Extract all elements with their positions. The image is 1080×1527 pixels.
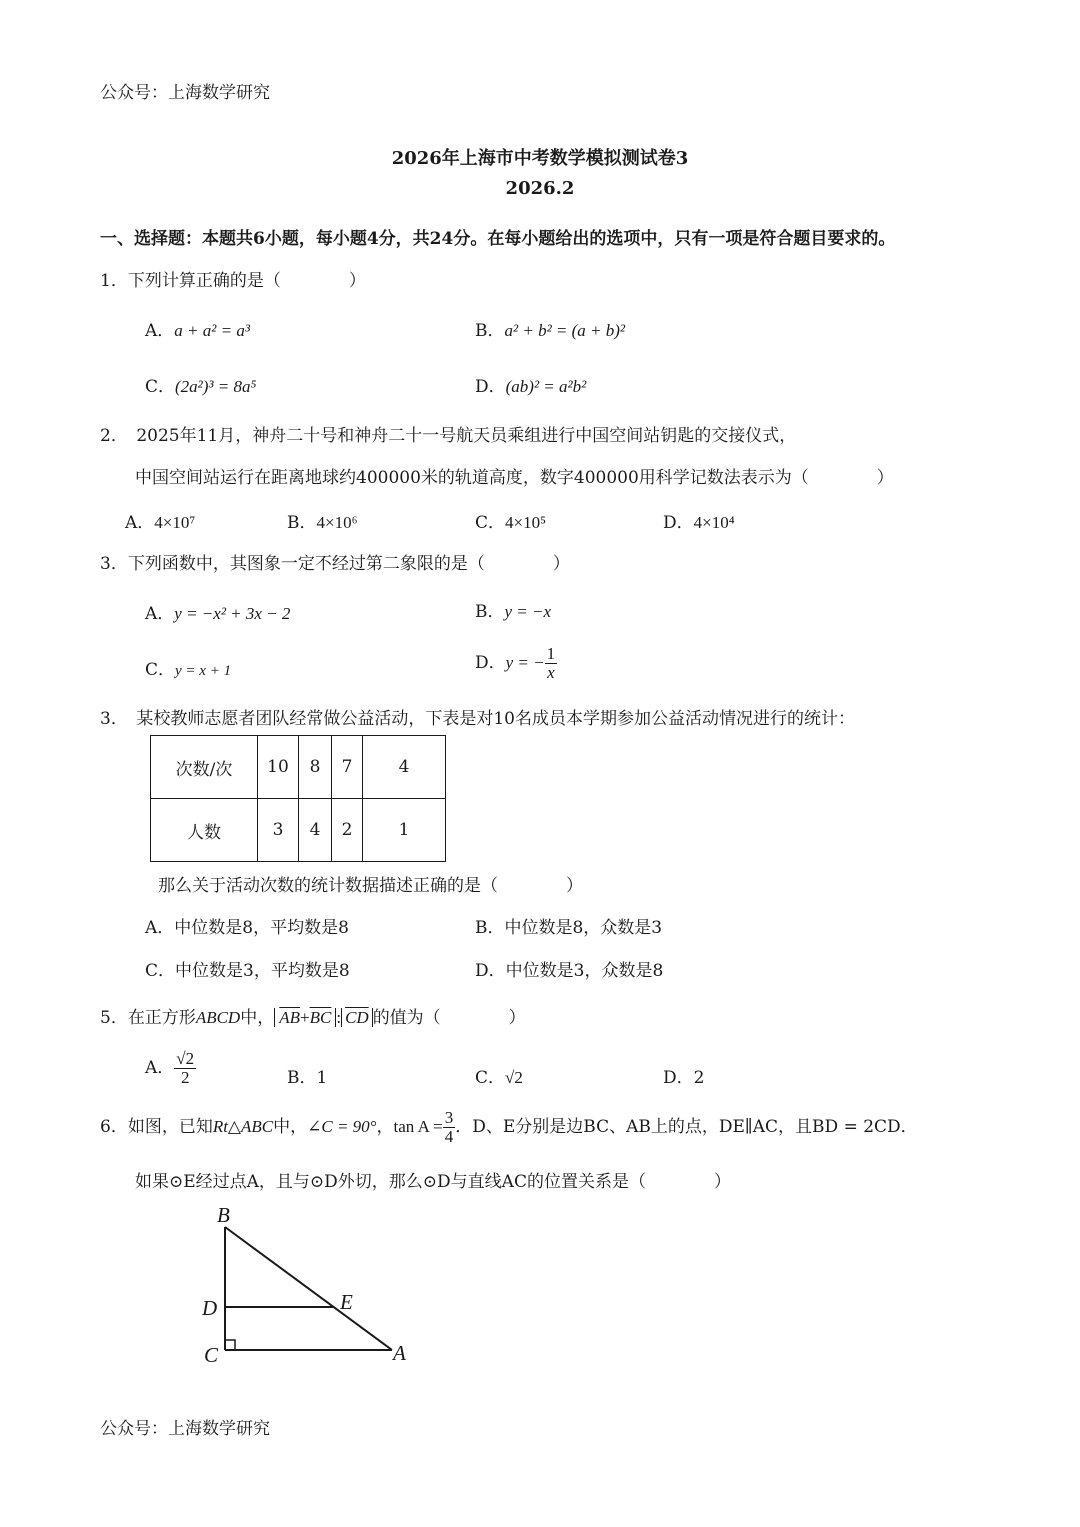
- q6-part-c: ，: [376, 1116, 394, 1137]
- q2-b-label: B．: [287, 513, 317, 533]
- q3-b-expr: y = −x: [504, 602, 552, 621]
- q1-a-expr: a + a² = a³: [174, 321, 250, 340]
- table-cell: 4: [299, 799, 332, 862]
- activity-stat-table: [150, 735, 446, 862]
- q3-option-b[interactable]: [475, 597, 551, 622]
- q3-b-label: B．: [475, 602, 505, 622]
- q5-option-c[interactable]: [475, 1063, 523, 1088]
- q5-plus: +: [300, 1008, 310, 1027]
- q1-c-label: C．: [145, 377, 176, 397]
- question-6-line1: [100, 1109, 918, 1146]
- q1-b-label: B．: [475, 321, 505, 341]
- q6-part-b: 中，: [273, 1116, 308, 1137]
- question-2-line2: 中国空间站运行在距离地球约400000米的轨道高度，数字400000用科学记数法表示为（ ）: [135, 468, 894, 488]
- q4-option-b[interactable]: B．中位数是8，众数是3: [475, 918, 663, 938]
- q3-c-label: C．: [145, 660, 176, 680]
- q5-option-b[interactable]: B．1: [287, 1068, 328, 1088]
- q2-option-b[interactable]: [287, 508, 358, 533]
- q1-d-label: D．: [475, 377, 506, 397]
- q3-option-d[interactable]: [475, 645, 557, 682]
- q1-b-expr: a² + b² = (a + b)²: [504, 321, 626, 340]
- q6-tan: tan A =: [393, 1116, 443, 1136]
- q4-option-a[interactable]: A．中位数是8，平均数是8: [145, 918, 349, 938]
- table-row: [151, 736, 446, 799]
- table-cell: 2: [332, 799, 363, 862]
- q6-angle: ∠C = 90°: [307, 1116, 377, 1136]
- q5-a-numerator: √2: [176, 1049, 195, 1068]
- q3-a-label: A．: [145, 604, 175, 624]
- q5-option-a[interactable]: [145, 1050, 196, 1087]
- q3-d-numerator: 1: [546, 644, 556, 663]
- question-4-followup: 那么关于活动次数的统计数据描述正确的是（ ）: [158, 876, 583, 896]
- table-header-cell: 人数: [151, 799, 258, 862]
- q2-option-d[interactable]: [663, 508, 735, 533]
- label-c: C: [204, 1343, 219, 1367]
- right-angle-marker: [225, 1340, 235, 1350]
- header-source: 公众号：上海数学研究: [100, 83, 270, 103]
- q5-square-name: ABCD: [195, 1008, 241, 1027]
- q5-suffix: 的值为（ ）: [372, 1008, 526, 1028]
- q5-c-label: C．: [475, 1068, 506, 1088]
- question-5-stem: [100, 1003, 526, 1028]
- q4-option-c[interactable]: C．中位数是3，平均数是8: [145, 961, 350, 981]
- section-heading: 一、选择题：本题共6小题，每小题4分，共24分。在每小题给出的选项中，只有一项是符合题目要求的。: [100, 229, 896, 249]
- q3-d-expr: y = −: [505, 652, 545, 672]
- q2-d-label: D．: [663, 513, 694, 533]
- q5-a-label: A．: [145, 1057, 175, 1078]
- q3-d-label: D．: [475, 652, 506, 673]
- table-cell: 10: [258, 736, 299, 799]
- footer-source: 公众号：上海数学研究: [100, 1419, 270, 1439]
- table-cell: 4: [363, 736, 446, 799]
- q5-prefix: 5．在正方形: [100, 1008, 196, 1028]
- q6-part-d: ．D、E分别是边BC、AB上的点，DE∥AC，且BD = 2CD．: [455, 1116, 918, 1137]
- q4-option-d[interactable]: D．中位数是3，众数是8: [475, 961, 664, 981]
- question-4-stem: 3． 某校教师志愿者团队经常做公益活动，下表是对10名成员本学期参加公益活动情况进行的统计：: [100, 709, 855, 729]
- q6-tan-numerator: 3: [444, 1108, 454, 1127]
- q3-a-expr: y = −x² + 3x − 2: [174, 604, 291, 623]
- q2-option-c[interactable]: [475, 508, 546, 533]
- triangle-figure: [190, 1195, 430, 1380]
- q1-option-d[interactable]: [475, 372, 586, 397]
- table-cell: 3: [258, 799, 299, 862]
- q1-option-b[interactable]: [475, 316, 625, 341]
- label-b: B: [217, 1203, 230, 1227]
- q6-part-a: 6．如图，已知: [100, 1116, 213, 1137]
- question-2-line1: 2． 2025年11月，神舟二十号和神舟二十一号航天员乘组进行中国空间站钥匙的交接仪式，: [100, 426, 797, 446]
- q2-option-a[interactable]: [125, 508, 195, 533]
- q2-a-expr: 4×10⁷: [154, 513, 196, 532]
- q1-option-c[interactable]: [145, 372, 256, 397]
- table-row: [151, 799, 446, 862]
- label-e: E: [340, 1290, 353, 1314]
- question-1-stem: 1．下列计算正确的是（ ）: [100, 271, 366, 291]
- q5-c-expr: √2: [505, 1068, 523, 1087]
- q2-c-label: C．: [475, 513, 506, 533]
- q1-a-label: A．: [145, 321, 175, 341]
- question-6-line2: 如果⊙E经过点A，且与⊙D外切，那么⊙D与直线AC的位置关系是（ ）: [135, 1172, 731, 1192]
- table-cell: 1: [363, 799, 446, 862]
- q6-triangle: Rt△ABC: [212, 1116, 274, 1136]
- table-header-cell: 次数/次: [151, 736, 258, 799]
- q6-tan-denominator: 4: [444, 1126, 454, 1146]
- q5-colon: :: [336, 1008, 342, 1027]
- label-a: A: [393, 1341, 406, 1365]
- q3-d-denominator: x: [547, 662, 555, 682]
- q2-b-expr: 4×10⁶: [316, 513, 358, 532]
- question-3-stem: 3．下列函数中，其图象一定不经过第二象限的是（ ）: [100, 554, 570, 574]
- q5-vec-cd: $\overline{CD}$: [341, 1008, 373, 1027]
- segment-ba: [225, 1227, 392, 1350]
- q2-c-expr: 4×10⁵: [505, 513, 547, 532]
- q5-a-denominator: 2: [180, 1067, 190, 1087]
- q5-option-d[interactable]: D．2: [663, 1068, 705, 1088]
- q2-a-label: A．: [125, 513, 155, 533]
- q5-mid: 中，: [240, 1008, 275, 1028]
- q5-vec-ab: $\overline{AB}$: [279, 1008, 300, 1027]
- q5-vector-sum: [274, 1008, 336, 1027]
- exam-date: 2026.2: [505, 178, 575, 199]
- table-cell: 7: [332, 736, 363, 799]
- q3-c-expr: y = x + 1: [175, 663, 232, 679]
- q3-option-a[interactable]: [145, 599, 290, 624]
- label-d: D: [202, 1296, 218, 1320]
- q3-option-c[interactable]: [145, 655, 231, 680]
- q2-d-expr: 4×10⁴: [693, 513, 735, 532]
- table-cell: 8: [299, 736, 332, 799]
- q5-vec-bc: $\overline{BC}$: [309, 1008, 332, 1027]
- q1-d-expr: (ab)² = a²b²: [505, 377, 587, 396]
- q1-option-a[interactable]: [145, 316, 250, 341]
- q1-c-expr: (2a²)³ = 8a⁵: [175, 377, 257, 396]
- page-title: 2026年上海市中考数学模拟测试卷3: [391, 148, 689, 169]
